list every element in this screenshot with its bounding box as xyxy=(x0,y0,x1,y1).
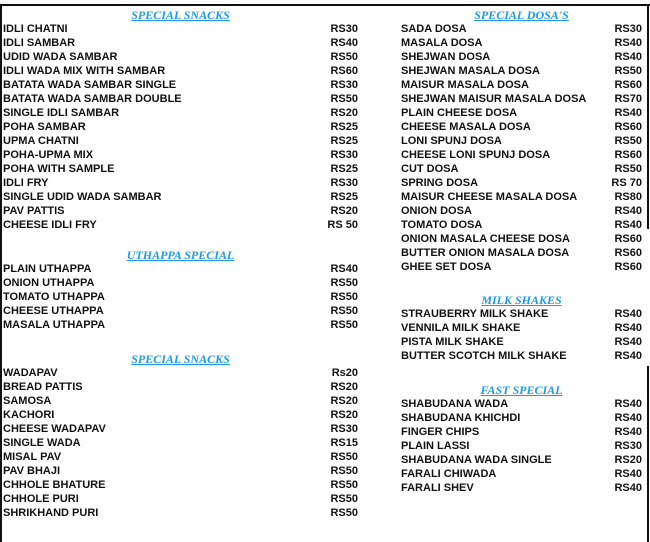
menu-item xyxy=(3,64,358,78)
item-name: MASALA DOSA xyxy=(401,37,483,49)
top-border xyxy=(0,4,650,6)
item-name: SADA DOSA xyxy=(401,23,467,35)
item-name: SHEJWAN MASALA DOSA xyxy=(401,65,540,77)
item-name: POHA SAMBAR xyxy=(3,121,86,133)
item-price: RS60 xyxy=(614,149,642,161)
item-price: RS40 xyxy=(614,107,642,119)
menu-item xyxy=(3,162,358,176)
item-price: RS40 xyxy=(614,398,642,410)
item-price: RS40 xyxy=(614,468,642,480)
menu-item xyxy=(3,366,358,380)
menu-item xyxy=(3,492,358,506)
menu-item xyxy=(401,349,642,363)
item-name: SPRING DOSA xyxy=(401,177,479,189)
menu-item xyxy=(3,408,358,422)
item-name: CHEESE WADAPAV xyxy=(3,423,106,435)
item-price: RS50 xyxy=(330,319,358,331)
item-name: IDLI SAMBAR xyxy=(3,37,76,49)
item-price: RS50 xyxy=(330,305,358,317)
item-name: SINGLE IDLI SAMBAR xyxy=(3,107,120,119)
item-name: PLAIN LASSI xyxy=(401,440,470,452)
item-price: RS50 xyxy=(330,451,358,463)
item-name: SINGLE WADA xyxy=(3,437,81,449)
menu-item xyxy=(401,64,642,78)
menu-item xyxy=(3,304,358,318)
item-price: RS30 xyxy=(330,423,358,435)
right-border xyxy=(647,4,649,229)
item-name: BUTTER ONION MASALA DOSA xyxy=(401,247,570,259)
menu-item xyxy=(3,36,358,50)
section-heading: SPECIAL SNACKS xyxy=(131,352,230,366)
item-price: RS30 xyxy=(330,177,358,189)
menu-item xyxy=(3,176,358,190)
menu-item xyxy=(401,481,642,495)
item-name: SHABUDANA WADA xyxy=(401,398,509,410)
item-price: RS50 xyxy=(614,65,642,77)
item-name: BATATA WADA SAMBAR DOUBLE xyxy=(3,93,182,105)
item-price: RS50 xyxy=(614,163,642,175)
menu-item xyxy=(3,276,358,290)
item-name: SAMOSA xyxy=(3,395,52,407)
item-name: SHEJWAN DOSA xyxy=(401,51,491,63)
item-name: SHABUDANA WADA SINGLE xyxy=(401,454,552,466)
item-name: IDLI WADA MIX WITH SAMBAR xyxy=(3,65,166,77)
item-name: SINGLE UDID WADA SAMBAR xyxy=(3,191,162,203)
menu-item xyxy=(3,478,358,492)
item-name: ONION MASALA CHEESE DOSA xyxy=(401,233,570,245)
item-price: RS60 xyxy=(614,121,642,133)
item-name: GHEE SET DOSA xyxy=(401,261,492,273)
menu-item xyxy=(3,92,358,106)
item-price: RS 50 xyxy=(327,219,358,231)
item-name: BATATA WADA SAMBAR SINGLE xyxy=(3,79,177,91)
menu-item xyxy=(3,290,358,304)
menu-item xyxy=(401,425,642,439)
item-name: CHHOLE PURI xyxy=(3,493,79,505)
item-price: RS30 xyxy=(330,23,358,35)
item-price: RS20 xyxy=(330,395,358,407)
menu-section xyxy=(3,8,358,232)
item-price: RS40 xyxy=(614,482,642,494)
item-price: RS50 xyxy=(330,465,358,477)
menu-item xyxy=(3,120,358,134)
item-price: RS50 xyxy=(614,135,642,147)
menu-item xyxy=(3,204,358,218)
menu-item xyxy=(401,335,642,349)
item-name: TOMATO DOSA xyxy=(401,219,483,231)
item-name: IDLI FRY xyxy=(3,177,49,189)
item-name: MAISUR MASALA DOSA xyxy=(401,79,529,91)
item-price: RS40 xyxy=(614,51,642,63)
menu-item xyxy=(401,120,642,134)
item-price: RS25 xyxy=(330,121,358,133)
menu-item xyxy=(401,92,642,106)
menu-item xyxy=(3,262,358,276)
section-heading: MILK SHAKES xyxy=(481,293,562,307)
menu-item xyxy=(3,380,358,394)
menu-item xyxy=(3,218,358,232)
item-price: RS40 xyxy=(614,37,642,49)
item-price: RS40 xyxy=(614,205,642,217)
menu-section xyxy=(401,8,642,274)
item-price: RS60 xyxy=(614,247,642,259)
item-name: STRAUBERRY MILK SHAKE xyxy=(401,308,549,320)
item-name: SHEJWAN MAISUR MASALA DOSA xyxy=(401,93,587,105)
item-price: RS60 xyxy=(614,79,642,91)
item-name: PAV BHAJI xyxy=(3,465,61,477)
section-heading: SPECIAL DOSA'S xyxy=(474,8,569,22)
menu-section xyxy=(3,352,358,520)
item-name: LONI SPUNJ DOSA xyxy=(401,135,502,147)
menu-section xyxy=(401,383,642,495)
item-price: RS60 xyxy=(614,233,642,245)
item-price: RS40 xyxy=(614,336,642,348)
menu-item xyxy=(401,106,642,120)
item-price: RS20 xyxy=(330,107,358,119)
menu-item xyxy=(401,190,642,204)
item-name: SHRIKHAND PURI xyxy=(3,507,99,519)
menu-item xyxy=(401,50,642,64)
item-price: RS40 xyxy=(614,412,642,424)
item-name: ONION UTHAPPA xyxy=(3,277,95,289)
item-price: RS40 xyxy=(614,322,642,334)
item-name: ONION DOSA xyxy=(401,205,472,217)
menu-item xyxy=(401,162,642,176)
left-border xyxy=(0,4,2,542)
item-price: RS30 xyxy=(330,149,358,161)
menu-item xyxy=(401,22,642,36)
menu-item xyxy=(401,411,642,425)
menu-item xyxy=(3,190,358,204)
item-name: MASALA UTHAPPA xyxy=(3,319,106,331)
item-price: RS25 xyxy=(330,163,358,175)
item-price: RS 70 xyxy=(611,177,642,189)
menu-item xyxy=(401,439,642,453)
menu-item xyxy=(401,134,642,148)
item-name: CHEESE UTHAPPA xyxy=(3,305,104,317)
item-name: UDID WADA SAMBAR xyxy=(3,51,118,63)
item-price: RS50 xyxy=(330,479,358,491)
section-heading: SPECIAL SNACKS xyxy=(131,8,230,22)
menu-section xyxy=(401,293,642,363)
item-price: RS40 xyxy=(330,37,358,49)
item-name: CHHOLE BHATURE xyxy=(3,479,106,491)
item-name: CHEESE LONI SPUNJ DOSA xyxy=(401,149,551,161)
item-price: RS50 xyxy=(330,277,358,289)
item-price: RS25 xyxy=(330,135,358,147)
item-price: RS30 xyxy=(614,440,642,452)
menu-item xyxy=(3,22,358,36)
item-price: RS30 xyxy=(330,79,358,91)
item-name: TOMATO UTHAPPA xyxy=(3,291,105,303)
item-name: FINGER CHIPS xyxy=(401,426,480,438)
item-price: RS40 xyxy=(614,350,642,362)
item-name: KACHORI xyxy=(3,409,55,421)
item-name: UPMA CHATNI xyxy=(3,135,79,147)
item-name: BUTTER SCOTCH MILK SHAKE xyxy=(401,350,567,362)
menu-item xyxy=(3,148,358,162)
item-price: RS50 xyxy=(330,291,358,303)
item-price: RS40 xyxy=(330,263,358,275)
item-name: PLAIN UTHAPPA xyxy=(3,263,92,275)
item-name: IDLI CHATNI xyxy=(3,23,68,35)
item-price: RS50 xyxy=(330,507,358,519)
item-name: VENNILA MILK SHAKE xyxy=(401,322,521,334)
right-border xyxy=(647,366,649,542)
item-name: POHA WITH SAMPLE xyxy=(3,163,115,175)
item-price: RS20 xyxy=(330,381,358,393)
item-price: RS20 xyxy=(614,454,642,466)
item-price: RS20 xyxy=(330,409,358,421)
item-price: RS60 xyxy=(330,65,358,77)
item-price: RS80 xyxy=(614,191,642,203)
item-price: RS40 xyxy=(614,219,642,231)
menu-item xyxy=(401,260,642,274)
item-name: POHA-UPMA MIX xyxy=(3,149,94,161)
menu-item xyxy=(3,422,358,436)
menu-item xyxy=(3,50,358,64)
item-name: PAV PATTIS xyxy=(3,205,65,217)
item-price: Rs20 xyxy=(331,367,358,379)
item-name: CUT DOSA xyxy=(401,163,459,175)
item-name: FARALI SHEV xyxy=(401,482,474,494)
menu-item xyxy=(3,450,358,464)
item-name: CHEESE IDLI FRY xyxy=(3,219,97,231)
menu-item xyxy=(401,176,642,190)
menu-item xyxy=(3,394,358,408)
menu-item xyxy=(3,318,358,332)
item-name: BREAD PATTIS xyxy=(3,381,83,393)
menu-item xyxy=(401,397,642,411)
item-name: PISTA MILK SHAKE xyxy=(401,336,504,348)
menu-item xyxy=(401,467,642,481)
menu-item xyxy=(3,78,358,92)
menu-item xyxy=(401,232,642,246)
item-price: RS50 xyxy=(330,51,358,63)
item-name: FARALI CHIWADA xyxy=(401,468,497,480)
section-heading: UTHAPPA SPECIAL xyxy=(126,248,235,262)
menu-item xyxy=(401,453,642,467)
item-price: RS50 xyxy=(330,93,358,105)
item-price: RS60 xyxy=(614,261,642,273)
menu-item xyxy=(401,36,642,50)
item-name: PLAIN CHEESE DOSA xyxy=(401,107,518,119)
menu-section xyxy=(3,248,358,332)
item-name: MAISUR CHEESE MASALA DOSA xyxy=(401,191,578,203)
menu-item xyxy=(3,134,358,148)
menu-item xyxy=(401,246,642,260)
item-price: RS70 xyxy=(614,93,642,105)
menu-item xyxy=(3,506,358,520)
menu-item xyxy=(401,204,642,218)
item-price: RS50 xyxy=(330,493,358,505)
menu-item xyxy=(401,307,642,321)
menu-item xyxy=(3,436,358,450)
item-name: MISAL PAV xyxy=(3,451,62,463)
item-name: CHEESE MASALA DOSA xyxy=(401,121,531,133)
menu-item xyxy=(3,464,358,478)
item-price: RS25 xyxy=(330,191,358,203)
menu-item xyxy=(401,148,642,162)
item-name: SHABUDANA KHICHDI xyxy=(401,412,521,424)
item-price: RS20 xyxy=(330,205,358,217)
menu-item xyxy=(401,78,642,92)
item-price: RS15 xyxy=(330,437,358,449)
menu-item xyxy=(401,218,642,232)
item-price: RS40 xyxy=(614,426,642,438)
item-price: RS40 xyxy=(614,308,642,320)
item-name: WADAPAV xyxy=(3,367,58,379)
item-price: RS30 xyxy=(614,23,642,35)
menu-item xyxy=(401,321,642,335)
section-heading: FAST SPECIAL xyxy=(480,383,563,397)
menu-item xyxy=(3,106,358,120)
